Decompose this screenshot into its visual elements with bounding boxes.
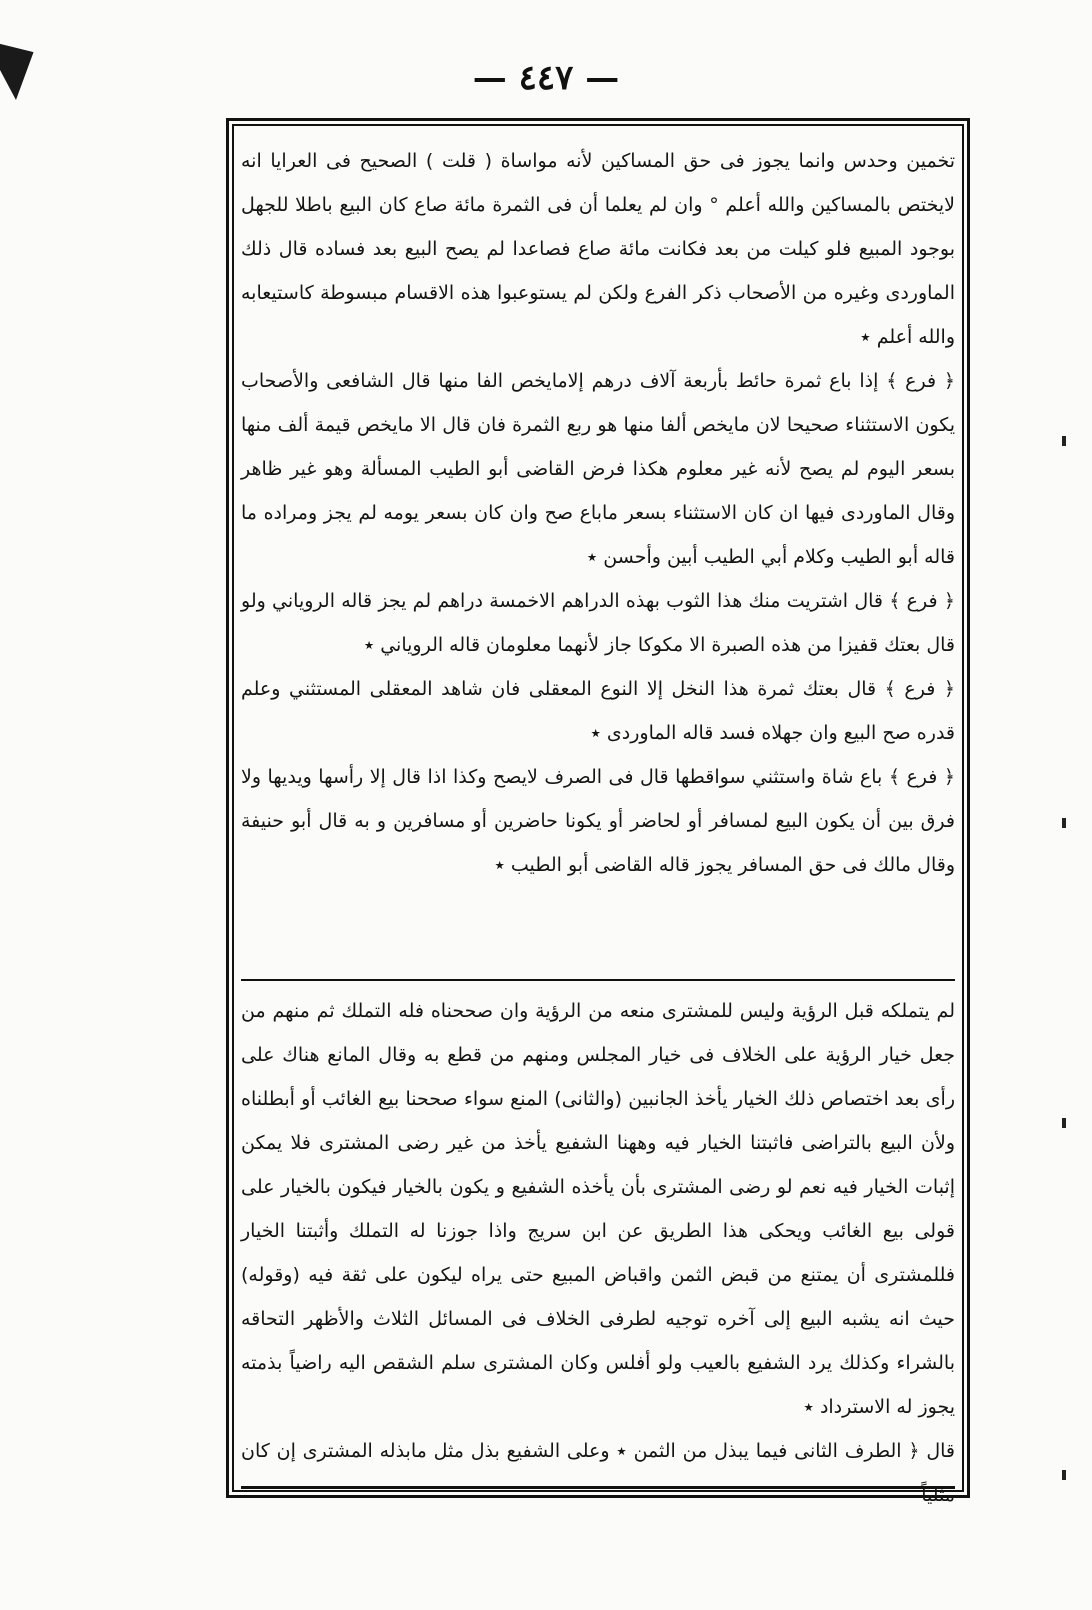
- main-paragraph: ﴿ فرع ﴾ قال اشتريت منك هذا الثوب بهذه الدراهم الاخمسة دراهم لم يجز قاله الروياني ولو قال بعتك قفيزا من هذه الصبرة الا مكوكا جاز لأنهما معلومان قاله الروياني ٭: [241, 590, 955, 656]
- frame-bottom-rule: [241, 1486, 955, 1489]
- commentary-paragraph: لم يتملكه قبل الرؤية وليس للمشترى منعه من الرؤية وان صححناه فله التملك ثم منهم من جعل خيار الرؤية على الخلاف فى خيار المجلس ومنهم من قطع به وقال المانع هناك على رأى بعد اختصاص ذلك الخيار يأخذ الجانبين (والثانى) المنع سواء صححنا بيع الغائب أو أبطلناه ولأن البيع بالتراضى فاثبتنا الخيار فيه وههنا الشفيع يأخذ من غير رضى المشترى فلا يمكن إثبات الخيار فيه نعم لو رضى المشترى بأن يأخذه الشفيع و يكون بالخيار فيكون بالخيار على قولى بيع الغائب ويحكى هذا الطريق عن ابن سريج واذا جوزنا له التملك وأثبتنا الخيار فللمشترى أن يمتنع من قبض الثمن واقباض المبيع حتى يراه ليكون على ثقة فيه (وقوله) حيث انه يشبه البيع إلى آخره توجيه لطرفى الخلاف فى المسائل الثلاث والأظهر التحاقه بالشراء وكذلك يرد الشفيع بالعيب ولو أفلس وكان المشترى سلم الشقص اليه راضياً بذمته يجوز له الاسترداد ٭: [241, 1000, 955, 1418]
- main-paragraph: ﴿ فرع ﴾ قال بعتك ثمرة هذا النخل إلا النوع المعقلى فان شاهد المعقلى المستثني وعلم قدره صح البيع وان جهلاه فسد قاله الماوردى ٭: [241, 678, 955, 744]
- main-paragraph: ﴿ فرع ﴾ باع شاة واستثني سواقطها قال فى الصرف لايصح وكذا اذا قال إلا رأسها ويديها ولا فرق بين أن يكون البيع لمسافر أو لحاضر أو يكونا حاضرين أو مسافرين و به قال أبو حنيفة وقال مالك فى حق المسافر يجوز قاله القاضى أبو الطيب ٭: [241, 766, 955, 876]
- page-number: — ٤٤٧ —: [472, 58, 620, 98]
- margin-mark: [1062, 818, 1066, 828]
- frame-inner: [241, 131, 955, 1506]
- main-text-section: [241, 139, 955, 969]
- commentary-paragraph: قال ﴿ الطرف الثانى فيما يبذل من الثمن ٭ وعلى الشفيع بذل مثل مابذله المشترى إن كان مثلياً: [241, 1440, 955, 1506]
- commentary-section: [241, 989, 955, 1506]
- margin-mark: [1062, 1470, 1066, 1480]
- margin-mark: [1062, 436, 1066, 446]
- margin-mark: [1062, 1118, 1066, 1128]
- section-divider: [241, 979, 955, 981]
- text-frame: [226, 118, 970, 1506]
- main-paragraph: تخمين وحدس وانما يجوز فى حق المساكين لأنه مواساة ( قلت ) الصحيح فى العرايا انه لايختص بالمساكين والله أعلم ° وان لم يعلما أن فى الثمرة مائة صاع كان البيع باطلا للجهل بوجود المبيع فلو كيلت من بعد فكانت مائة صاع فصاعدا لم يصح البيع بعد فساده قال ذلك الماوردى وغيره من الأصحاب ذكر الفرع ولكن لم يستوعبوا هذه الاقسام مبسوطة كاستيعابه والله أعلم ٭: [241, 150, 955, 348]
- main-paragraph: ﴿ فرع ﴾ إذا باع ثمرة حائط بأربعة آلاف درهم إلامايخص الفا منها قال الشافعى والأصحاب يكون الاستثناء صحيحا لان مايخص ألفا منها هو ربع الثمرة فان قال الا مايخص قيمة ألف منها بسعر اليوم لم يصح لأنه غير معلوم هكذا فرض القاضى أبو الطيب المسألة وهو غير ظاهر وقال الماوردى فيها ان كان الاستثناء بسعر ماباع صح وان كان بسعر يومه لم يجز ومراده ما قاله أبو الطيب وكلام أبي الطيب أبين وأحسن ٭: [241, 370, 955, 568]
